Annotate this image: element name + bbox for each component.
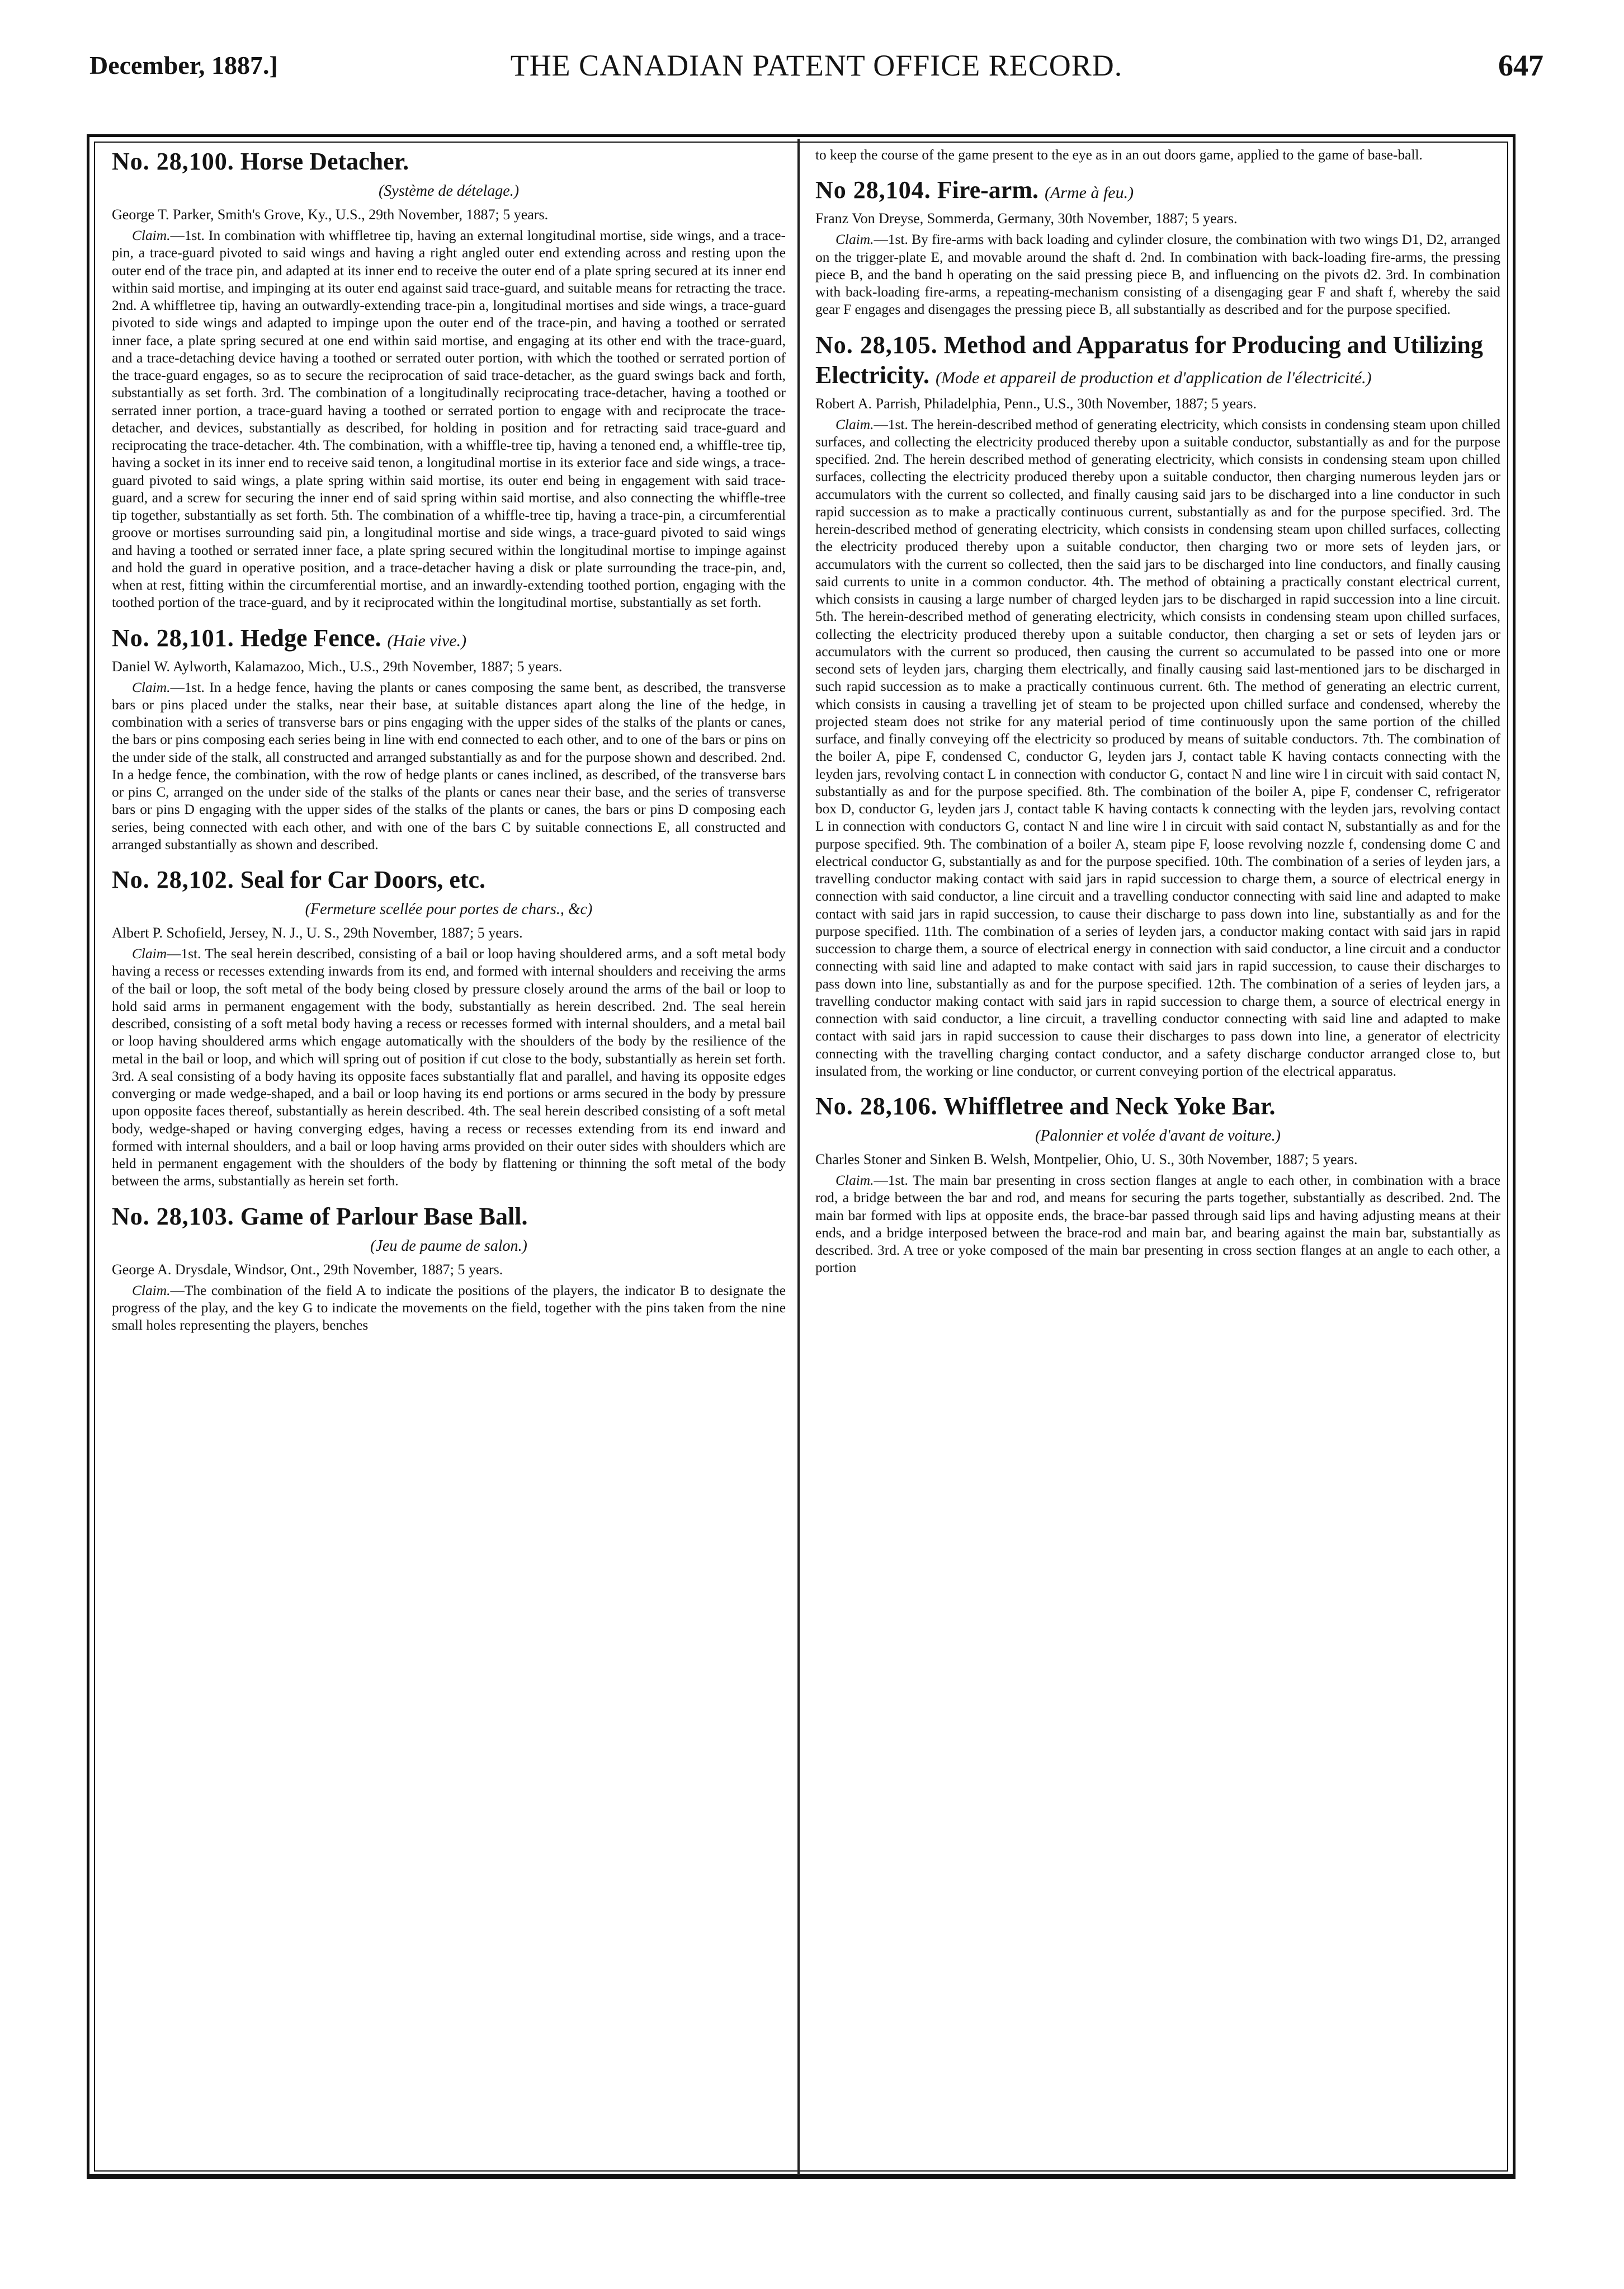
claim-label: Claim. (132, 228, 171, 243)
claim-label: Claim. (132, 679, 171, 695)
page-header (89, 45, 1543, 95)
claim-body: —1st. In combination with whiffletree tip, having an external longitudinal mortise, side wings, and a trace-pin, a trace-guard pivoted to said wings and having a right angled outer end extending across and resting upon the outer end of the trace pin, and adapted at its inner end to receive the outer end of a plate spring secured at its inner end within said mortise, and impinging at its outer end against said trace-guard, and suitable means for retracting the trace. 2nd. A whiffletree tip, having an outwardly-extending trace-pin a, longitudinal mortises and side wings, a trace-guard pivoted to side wings and adapted to impinge upon the outer end of the trace-pin, and having a toothed or serrated inner face, a plate spring secured at one end within said mortise, and engaging at its other end with the trace-guard, and a trace-detaching device having a toothed or serrated outer portion, with which the toothed or serrated portion of the trace-guard engages, so as to secure the reciprocation of said trace-detacher, as the guard swings back and forth, substantially as set forth. 3rd. The combination of a longitudinally reciprocating trace-detacher, having a toothed or serrated inner portion, a trace-guard having a toothed or serrated portion to engage with and reciprocate the trace-detacher, and devices, substantially as described, for holding in position and for retracting said trace-guard and reciprocating the trace-detacher. 4th. The combination, with a whiffle-tree tip, having a tenoned end, a whiffle-tree tip, having a socket in its inner end to receive said tenon, a longitudinal mortise in its exterior face and side wings, a trace-guard pivoted to said wings, a plate spring within said mortise, its outer end being in engagement with said trace-guard, and a screw for securing the inner end of said spring within said mortise, and also connecting the whiffle-tree tip together, substantially as set forth. 5th. The combination of a whiffle-tree tip, having a trace-pin, a circumferential groove or mortises surrounding said pin, a longitudinal mortise and side wings, a trace-guard pivoted to said wings and having a toothed or serrated inner face, a plate spring secured within the longitudinal mortise to impinge against and hold the guard in operative position, and a trace-detacher having a disk or plate surrounding the trace-pin, and, when at rest, fitting within the circumferential mortise, and an inwardly-extending toothed portion, engaging with the toothed portion of the trace-guard, and by it reciprocated within the longitudinal mortise, substantially as set forth. (112, 228, 786, 611)
claim-continuation: to keep the course of the game present to the eye as in an out doors game, applied to the game of base-ball. (815, 147, 1423, 163)
entry-heading (815, 1091, 1500, 1122)
patent-title: Fire-arm. (937, 176, 1038, 204)
patent-title: Game of Parlour Base Ball. (240, 1202, 528, 1230)
claim-text (815, 416, 1500, 1081)
patent-entry-28104 (815, 175, 1500, 318)
inventor-line: George T. Parker, Smith's Grove, Ky., U.S., 29th November, 1887; 5 years. (112, 206, 549, 223)
patent-number: No. 28,100. (112, 148, 234, 175)
page-number: 647 (1498, 49, 1543, 82)
entry-heading (112, 623, 786, 653)
french-title: (Haie vive.) (387, 631, 467, 650)
column-divider (797, 139, 800, 2175)
french-title: (Fermeture scellée pour portes de chars., &c) (305, 901, 593, 918)
claim-label: Claim. (132, 1282, 171, 1298)
patent-title: Hedge Fence. (240, 624, 381, 652)
french-title: (Système de dételage.) (378, 182, 520, 200)
patent-entry-28102 (112, 865, 786, 1190)
claim-text (112, 945, 786, 1190)
claim-body: —1st. The main bar presenting in cross section flanges at angle to each other, in combination with a brace rod, a bridge between the bar and rod, and means for securing the parts together, substantially as described. 2nd. The main bar formed with lips at opposite ends, the brace-bar passed through said lips and having adjusting means at their ends, and a bridge interposed between the brace-rod and main bar, and bearing against the main bar, substantially as described. 3rd. A tree or yoke composed of the main bar presenting in cross section flanges at an angle to each other, a portion (815, 1172, 1500, 1276)
claim-body: —1st. The seal herein described, consisting of a bail or loop having shouldered arms, and a soft metal body having a recess or recesses extending inwards from its end, and formed with internal shoulders and receiving the arms of the bail or loop, the soft metal of the body being closed by pressure closely around the arms of the bail or loop to hold said arms in permanent engagement with the body, substantially as herein described. 2nd. The seal herein described, consisting of a soft metal body having a recess or recesses formed with internal shoulders, and a metal bail or loop having shouldered arms which engage automatically with the shoulders of the body by the resilience of the metal in the bail or loop, and which will spring out of position if cut close to the body, substantially as herein set forth. 3rd. A seal consisting of a body having its opposite faces substantially flat and parallel, and having its opposite edges converging or made wedge-shaped, and a bail or loop having its end portions or arms secured in the body by pressure upon opposite faces thereof, substantially as herein described. 4th. The seal herein described consisting of a soft metal body, wedge-shaped or having converging edges, having a recess or recesses extending from its end inward and formed with internal shoulders, and a bail or loop having arms provided on their outer sides with shoulders which are held in permanent engagement with the shoulders of the body by flattening or thinning the soft metal of the body between the arms, substantially as herein set forth. (112, 946, 786, 1189)
french-title: (Jeu de paume de salon.) (370, 1237, 527, 1255)
entry-heading (815, 175, 1500, 205)
entry-heading (112, 865, 786, 895)
claim-label: Claim. (835, 1172, 874, 1188)
claim-body: —1st. The herein-described method of generating electricity, which consists in condensing steam upon chilled surfaces, and collecting the electricity produced thereby upon a suitable conductor, substantially as and for the purpose specified. 2nd. The herein described method of generating electricity, which consists in condensing steam upon chilled surfaces, collecting the electricity produced thereby upon a suitable conductor, then charging numerous leyden jars or accumulators with the current so collected, and finally causing said jars to be discharged into a line conductor in such rapid succession as to make a practically continuous current, substantially as and for the purpose specified. 3rd. The herein-described method of generating electricity, which consists in condensing steam upon chilled surfaces, collecting the electricity produced thereby upon a suitable conductor, then charging two or more sets of leyden jars, or accumulators with the current so collected, then the said jars to be discharged into line conductors, and finally causing said currents to unite in a common conductor. 4th. The method of obtaining a practically constant electrical current, which consists in causing a large number of charged leyden jars to be discharged in rapid succession into a line circuit. 5th. The herein-described method of generating electricity, which consists in condensing steam upon chilled surfaces, collecting the electricity produced thereby upon a suitable conductor, then charging a set or sets of leyden jars or accumulators with the current so produced, then causing the current so accumulated to be passed into one or more second sets of leyden jars, charging them electrically, and finally causing said last-mentioned jars to be discharged in such rapid succession as to make a practically continuous current. 6th. The method of generating an electric current, which consists in causing a travelling jet of steam to be projected upon chilled surface and condensed, whereby the projected steam does not strike for any material period of time continuously upon the same portion of the chilled surface, and finally conveying off the electricity so produced by means of suitable conductors. 7th. The combination of the boiler A, pipe F, condensed C, conductor G, leyden jars J, contact table K having contacts connecting with the leyden jars, revolving contact L in connection with conductor G, contact N and line wire l in circuit with said contact N, substantially as and for the purpose specified. 8th. The combination of the boiler A, pipe F, condenser C, refrigerator box D, conductor G, leyden jars J, contact table K having contacts k connecting with the leyden jars, revolving contact L in connection with conductors G, contact N and line wire l in circuit with said contact N, substantially as and for the purpose specified. 9th. The combination of a boiler A, steam pipe F, loose revolving nozzle f, condensing dome C and electrical conductor G, substantially as and for the purpose specified. 10th. The combination of a series of leyden jars, a travelling conductor making contact with said jars in rapid succession to charge them, a source of electrical energy in connection with said conductor, a line circuit and a travelling conductor connecting with said line and adapted to make contact with said jars in rapid succession, to cause their discharge to pass down into line, substantially as and for the purpose specified. 11th. The combination of a series of leyden jars, a conductor making contact with said jars in rapid succession to charge them, a source of electrical energy in connection with said conductor, a line circuit and a conductor connecting with said line and adapted to make contact with said jars in rapid succession, to cause their discharges to pass down into line, substantially as and for the purpose specified. 12th. The combination of a series of leyden jars, a travelling conductor making contact with said jars in rapid succession to charge them, a source of electrical energy in connection with said conductor, a line circuit, a travelling conductor connecting with said line and adapted to make contact with said jars in rapid succession to cause their discharges to pass down into line, a generator of electricity connecting with the travelling charging contact conductor, and a safety discharge conductor arranged close to, but insulated from, the working or line conductor, or current conveying portion of the electrical apparatus. (815, 416, 1500, 1079)
inventor-line: Charles Stoner and Sinken B. Welsh, Montpelier, Ohio, U. S., 30th November, 1887; 5 years. (815, 1151, 1358, 1167)
claim-body: —The combination of the field A to indicate the positions of the players, the indicator B to designate the progress of the play, and the key G to indicate the movements on the field, together with the pins taken from the nine small holes representing the players, benches (112, 1282, 786, 1333)
patent-title: Seal for Car Doors, etc. (240, 866, 486, 893)
patent-title: Method and Apparatus for Producing and Utilizing Electricity. (815, 331, 1483, 389)
claim-body: —1st. In a hedge fence, having the plants or canes composing the same bent, as described, the transverse bars or pins placed under the stalks, near their base, at suitable distances apart along the line of the hedge, in combination with a series of transverse bars or pins engaging with the upper sides of the stalks of the plants or canes, the bars or pins composing each series being in line with end connected to each other, and to one of the bars or pins on the under side of the stalk, all constructed and arranged substantially as and for the purpose shown and described. 2nd. In a hedge fence, the combination, with the row of hedge plants or canes inclined, as described, of the transverse bars or pins C, arranged on the under side of the stalks of the plants or canes near their base, and the series of transverse bars or pins D engaging with the upper sides of the stalks of the plants or canes, the bars or pins D composing each series, being connected with each other, and with one of the bars C by suitable connections E, all constructed and arranged substantially as shown and described. (112, 679, 786, 853)
entry-heading (112, 147, 786, 177)
patent-entry-28105 (815, 330, 1500, 1081)
right-column (815, 147, 1500, 2166)
patent-number: No. 28,106. (815, 1092, 938, 1120)
patent-title: Whiffletree and Neck Yoke Bar. (943, 1092, 1276, 1120)
claim-label: Claim. (835, 232, 874, 248)
claim-text (815, 231, 1500, 318)
entry-heading (112, 1202, 786, 1232)
claim-body: —1st. By fire-arms with back loading and cylinder closure, the combination with two wings D1, D2, arranged on the trigger-plate E, and movable around the shaft d. 2nd. In combination with back-loading fire-arms, the pressing piece B, and the band h operating on the said pressing piece B, and influencing on the pivots d2. 3rd. In combination with back-loading fire-arms, a repeating-mechanism consisting of a disengaging gear F and shaft f, whereby the said gear F engages and disengages the pressing piece B, all substantially as described and for the purpose specified. (815, 232, 1500, 318)
entry-heading (815, 330, 1500, 390)
inventor-line: Robert A. Parrish, Philadelphia, Penn., U.S., 30th November, 1887; 5 years. (815, 395, 1257, 412)
french-title: (Palonnier et volée d'avant de voiture.) (1035, 1127, 1281, 1144)
patent-title: Horse Detacher. (240, 148, 409, 175)
french-title: (Arme à feu.) (1044, 183, 1134, 202)
claim-text (112, 227, 786, 612)
patent-number: No. 28,103. (112, 1202, 234, 1230)
inventor-line: George A. Drysdale, Windsor, Ont., 29th November, 1887; 5 years. (112, 1261, 503, 1278)
patent-number: No 28,104. (815, 176, 931, 204)
patent-number: No. 28,105. (815, 331, 938, 359)
patent-number: No. 28,102. (112, 866, 234, 893)
claim-text (815, 1172, 1500, 1277)
patent-number: No. 28,101. (112, 624, 234, 652)
claim-text (112, 679, 786, 854)
claim-label: Claim (132, 946, 167, 962)
patent-entry-28106 (815, 1091, 1500, 1277)
claim-text (112, 1282, 786, 1335)
inventor-line: Daniel W. Aylworth, Kalamazoo, Mich., U.S., 29th November, 1887; 5 years. (112, 658, 563, 675)
publication-title: THE CANADIAN PATENT OFFICE RECORD. (510, 49, 1123, 82)
patent-entry-28101 (112, 623, 786, 854)
left-column (112, 147, 786, 2166)
patent-entry-28103 (112, 1202, 786, 1335)
patent-entry-28100 (112, 147, 786, 612)
issue-date: December, 1887.] (89, 51, 278, 79)
claim-label: Claim. (835, 416, 874, 432)
inventor-line: Albert P. Schofield, Jersey, N. J., U. S., 29th November, 1887; 5 years. (112, 925, 523, 941)
inventor-line: Franz Von Dreyse, Sommerda, Germany, 30th November, 1887; 5 years. (815, 210, 1238, 227)
french-title: (Mode et appareil de production et d'application de l'électricité.) (936, 368, 1372, 387)
